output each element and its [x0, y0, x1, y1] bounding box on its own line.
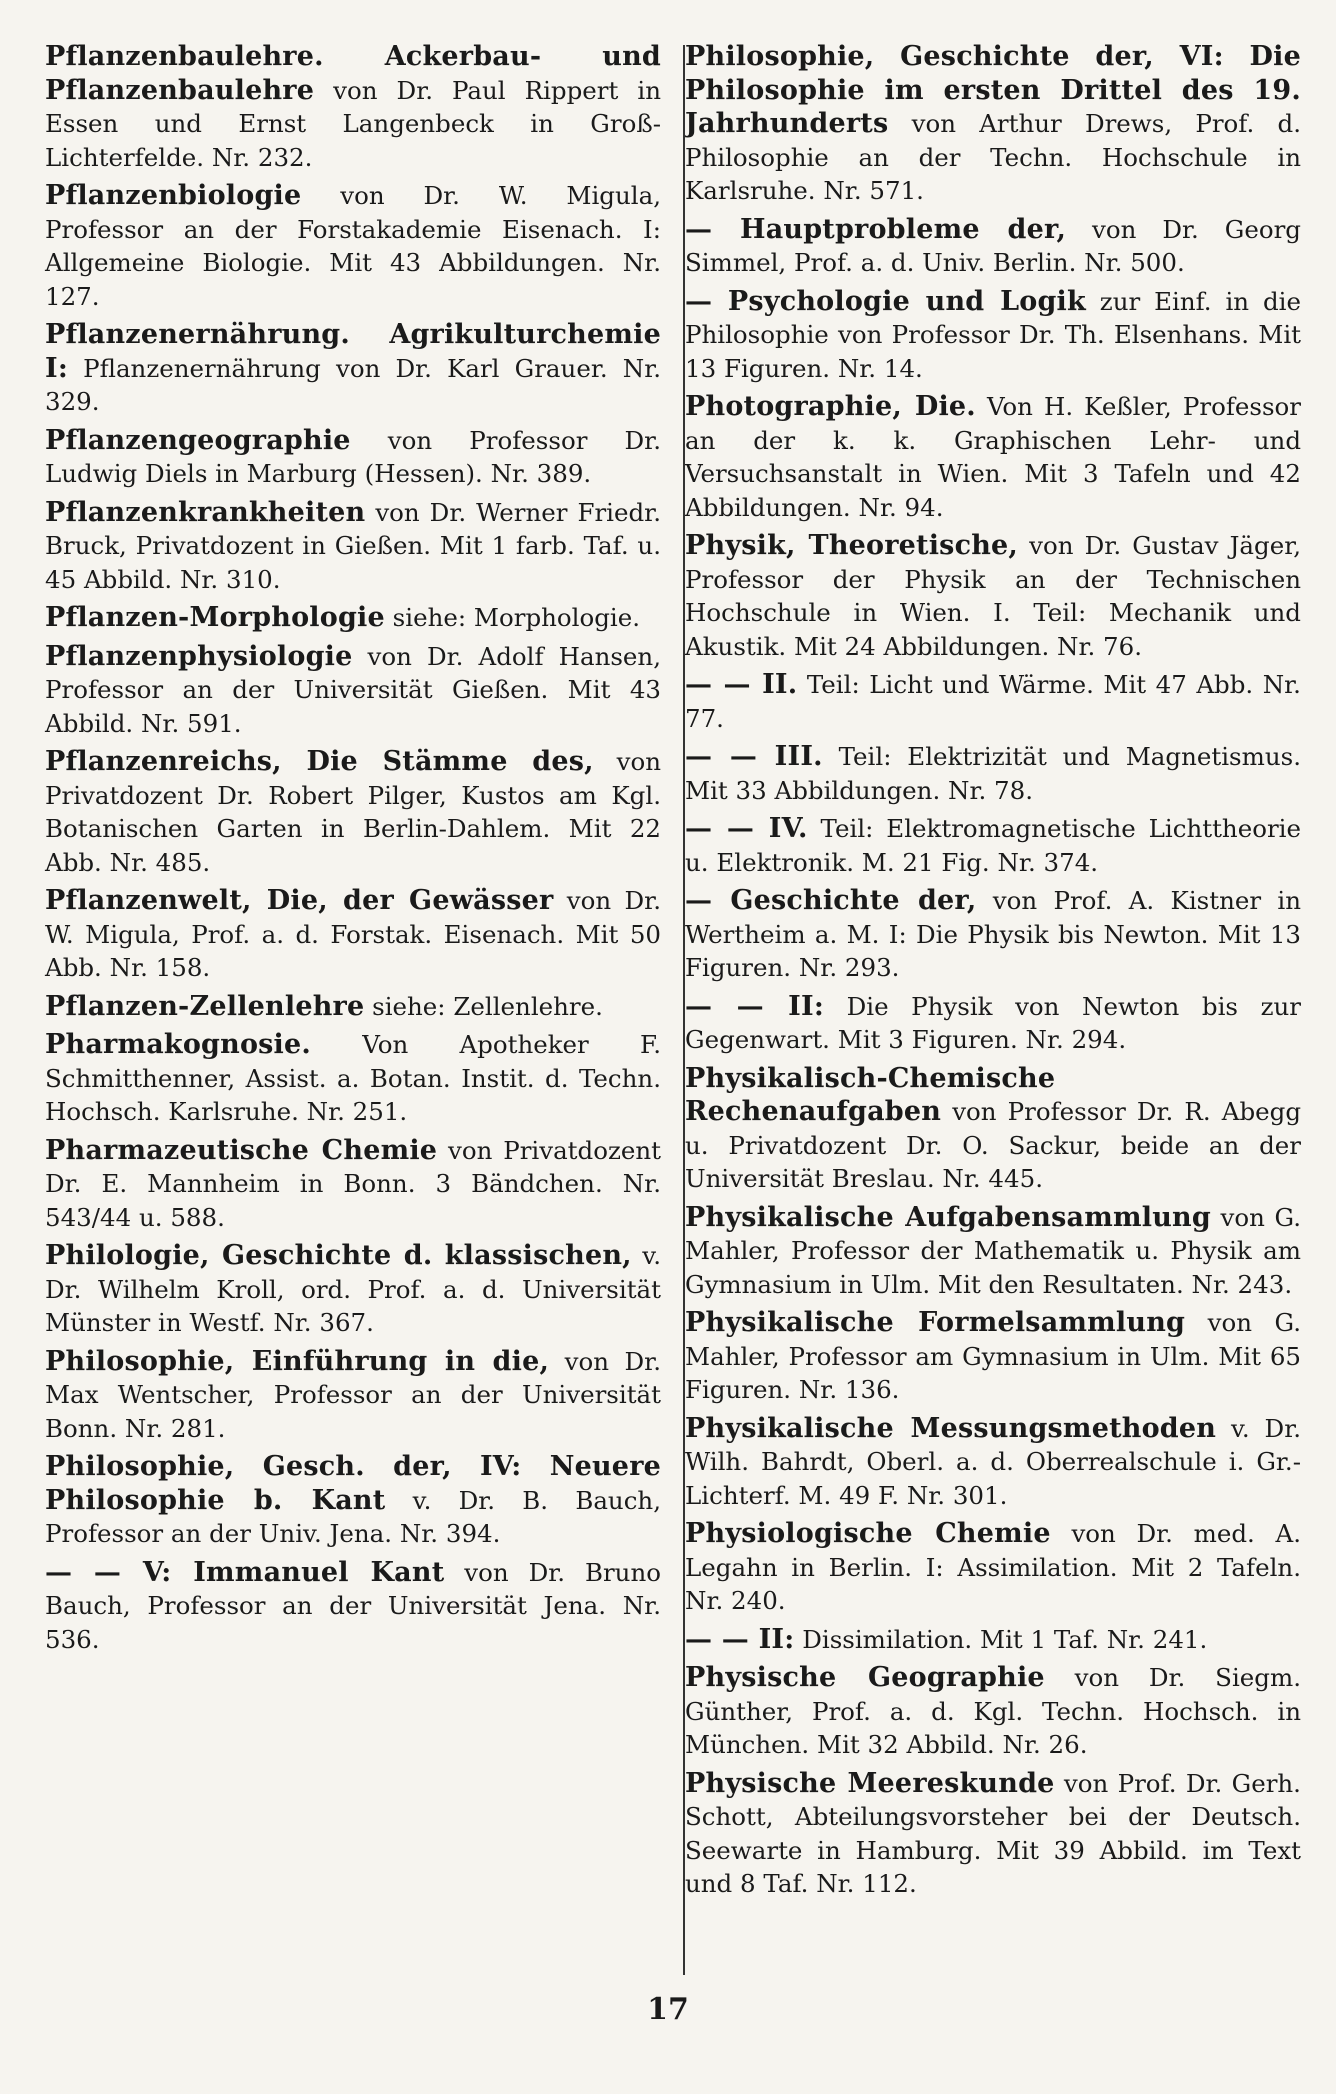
- catalog-entry: [45, 424, 661, 491]
- entry-text: von Dr. W. Migula, Prof. a. d. Forstak. Eisenach. Mit 50 Abb. Nr. 158.: [45, 886, 661, 982]
- catalog-entry: [685, 40, 1301, 208]
- entry-heading: — Geschichte der,: [685, 885, 977, 916]
- right-column: [685, 40, 1301, 1906]
- catalog-entry: [45, 1556, 661, 1657]
- entry-heading: Photographie, Die.: [685, 391, 976, 422]
- entry-text: von Dr. W. Migula, Professor an der Forstakademie Eisenach. I: Allgemeine Biologie. Mit 43 Abbildungen. Nr. 127.: [45, 181, 661, 311]
- entry-heading: — — II:: [685, 990, 825, 1022]
- catalog-entry: [685, 390, 1301, 524]
- entry-text: von Privatdozent Dr. E. Mannheim in Bonn. 3 Bändchen. Nr. 543/44 u. 588.: [45, 1135, 661, 1232]
- entry-heading: — — IV.: [685, 813, 808, 844]
- entry-heading: Philosophie, Einführung in die,: [45, 1345, 550, 1377]
- catalog-entry: [685, 529, 1301, 663]
- entry-text: von Arthur Drews, Prof. d. Philosophie an der Techn. Hochschule in Karlsruhe. Nr. 571.: [685, 109, 1301, 205]
- catalog-entry: [685, 1767, 1301, 1901]
- catalog-entry: [685, 285, 1301, 386]
- entry-heading: — — V: Immanuel Kant: [45, 1556, 445, 1588]
- entry-heading: Philosophie, Gesch. der, IV: Neuere Philosophie b. Kant: [45, 1451, 661, 1516]
- entry-text: Teil: Licht und Wärme. Mit 47 Abb. Nr. 77.: [685, 670, 1301, 733]
- entry-heading: — Hauptprobleme der,: [685, 213, 1067, 245]
- entry-text: Teil: Elektromagnetische Lichttheorie u. Elektronik. M. 21 Fig. Nr. 374.: [685, 814, 1301, 877]
- entry-heading: Philologie, Geschichte d. klassischen,: [45, 1240, 632, 1271]
- catalog-entry: [685, 1201, 1301, 1302]
- entry-text: von Dr. Max Wentscher, Professor an der Universität Bonn. Nr. 281.: [45, 1346, 661, 1443]
- entry-text: von Prof. A. Kistner in Wertheim a. M. I: Die Physik bis Newton. Mit 13 Figuren. Nr. 293.: [685, 886, 1301, 982]
- entry-text: v. Dr. B. Bauch, Professor an der Univ. Jena. Nr. 394.: [45, 1485, 661, 1548]
- column-divider: [683, 45, 685, 1975]
- catalog-entry: [45, 1345, 661, 1446]
- entry-heading: Pflanzen-Morphologie: [45, 602, 385, 633]
- entry-heading: Pharmazeutische Chemie: [45, 1134, 438, 1166]
- entry-heading: Pflanzen-Zellenlehre: [45, 990, 365, 1022]
- entry-heading: Pflanzenbiologie: [45, 180, 302, 211]
- catalog-entry: [685, 1062, 1301, 1196]
- entry-text: von Dr. Paul Rippert in Essen und Ernst Langenbeck in Groß-Lichterfelde. Nr. 232.: [45, 75, 661, 172]
- entry-text: von Dr. med. A. Legahn in Berlin. I: Assimilation. Mit 2 Tafeln. Nr. 240.: [685, 1519, 1302, 1615]
- entry-text: zur Einf. in die Philosophie von Professor Dr. Th. Elsenhans. Mit 13 Figuren. Nr. 14.: [685, 286, 1301, 383]
- catalog-entry: [45, 1134, 661, 1235]
- catalog-entry: [685, 990, 1301, 1057]
- entry-text: von Dr. Siegm. Günther, Prof. a. d. Kgl. Techn. Hochsch. in München. Mit 32 Abbild. Nr. 26.: [685, 1663, 1302, 1759]
- catalog-entry: [45, 1239, 661, 1340]
- entry-heading: Pflanzengeographie: [45, 424, 351, 456]
- entry-text: Die Physik von Newton bis zur Gegenwart. Mit 3 Figuren. Nr. 294.: [685, 991, 1301, 1054]
- entry-text: von Prof. Dr. Gerh. Schott, Abteilungsvorsteher bei der Deutsch. Seewarte in Hamburg. Mit 39 Abbild. im Text und 8 Taf. Nr. 112.: [685, 1768, 1301, 1898]
- entry-heading: Philosophie, Geschichte der, VI: Die Philosophie im ersten Drittel des 19. Jahrhunderts: [685, 41, 1301, 139]
- entry-heading: Pflanzenreichs, Die Stämme des,: [45, 746, 594, 777]
- entry-heading: Physik, Theoretische,: [685, 530, 1019, 561]
- entry-heading: Physikalische Aufgabensammlung: [685, 1201, 1211, 1233]
- entry-heading: Pflanzenphysiologie: [45, 640, 353, 672]
- entry-heading: — — III.: [685, 741, 823, 772]
- catalog-entry: [45, 884, 661, 985]
- entry-heading: Pflanzenwelt, Die, der Gewässer: [45, 885, 554, 916]
- entry-heading: Pflanzenkrankheiten: [45, 496, 366, 528]
- entry-heading: Pflanzenbaulehre. Ackerbau- und Pflanzenbaulehre: [45, 41, 661, 106]
- entry-text: v. Dr. Wilh. Bahrdt, Oberl. a. d. Oberrealschule i. Gr.-Lichterf. M. 49 F. Nr. 301.: [685, 1413, 1302, 1510]
- entry-text: von Professor Dr. R. Abegg u. Privatdozent Dr. O. Sackur, beide an der Universität Breslau. Nr. 445.: [685, 1097, 1301, 1193]
- entry-text: Pflanzenernährung von Dr. Karl Grauer. Nr. 329.: [45, 353, 661, 416]
- entry-heading: Physikalische Formelsammlung: [685, 1307, 1186, 1338]
- catalog-entry: [685, 812, 1301, 879]
- catalog-entry: [45, 1028, 661, 1129]
- catalog-entry: [45, 318, 661, 419]
- entry-text: Teil: Elektrizität und Magnetismus. Mit 33 Abbildungen. Nr. 78.: [685, 742, 1301, 805]
- entry-text: von Privatdozent Dr. Robert Pilger, Kustos am Kgl. Botanischen Garten in Berlin-Dahlem. Mit 22 Abb. Nr. 485.: [45, 747, 661, 877]
- catalog-entry: [45, 601, 661, 635]
- entry-text: Von H. Keßler, Professor an der k. k. Graphischen Lehr- und Versuchsanstalt in Wien. Mit 3 Tafeln und 42 Abbildungen. Nr. 94.: [685, 392, 1301, 522]
- entry-text: von Professor Dr. Ludwig Diels in Marburg (Hessen). Nr. 389.: [45, 425, 661, 488]
- entry-heading: Physikalische Messungsmethoden: [685, 1412, 1217, 1444]
- entry-text: von Dr. Georg Simmel, Prof. a. d. Univ. Berlin. Nr. 500.: [685, 214, 1301, 277]
- entry-heading: — Psychologie und Logik: [685, 285, 1086, 317]
- entry-heading: — — II:: [685, 1623, 795, 1655]
- page-number: 17: [647, 1992, 689, 2027]
- entry-heading: — — II.: [685, 669, 798, 700]
- entry-heading: Pharmakognosie.: [45, 1029, 311, 1060]
- left-column: [45, 40, 661, 1906]
- entry-text: von G. Mahler, Professor am Gymnasium in Ulm. Mit 65 Figuren. Nr. 136.: [685, 1308, 1301, 1404]
- catalog-entry: [45, 40, 661, 174]
- catalog-entry: [685, 668, 1301, 735]
- entry-text: siehe: Morphologie.: [384, 603, 641, 632]
- entry-text: von Dr. Bruno Bauch, Professor an der Universität Jena. Nr. 536.: [45, 1557, 661, 1654]
- entry-text: v. Dr. Wilhelm Kroll, ord. Prof. a. d. Universität Münster in Westf. Nr. 367.: [45, 1241, 661, 1337]
- entry-text: von Dr. Adolf Hansen, Professor an der Universität Gießen. Mit 43 Abbild. Nr. 591.: [45, 641, 661, 738]
- entry-text: siehe: Zellenlehre.: [364, 991, 603, 1021]
- catalog-entry: [685, 1517, 1301, 1618]
- entry-heading: Pflanzenernährung. Agrikulturchemie I:: [45, 319, 661, 384]
- entry-text: Von Apotheker F. Schmitthenner, Assist. a. Botan. Instit. d. Techn. Hochsch. Karlsruhe. Nr. 251.: [45, 1030, 661, 1126]
- entry-text: Dissimilation. Mit 1 Taf. Nr. 241.: [794, 1624, 1208, 1654]
- catalog-entry: [685, 213, 1301, 280]
- catalog-entry: [685, 1306, 1301, 1407]
- catalog-entry: [45, 179, 661, 313]
- entry-text: von G. Mahler, Professor der Mathematik u. Physik am Gymnasium in Ulm. Mit den Resultaten. Nr. 243.: [685, 1202, 1301, 1299]
- catalog-entry: [685, 1623, 1301, 1657]
- catalog-entry: [685, 1412, 1301, 1513]
- entry-text: von Dr. Werner Friedr. Bruck, Privatdozent in Gießen. Mit 1 farb. Taf. u. 45 Abbild. Nr. 310.: [45, 497, 661, 594]
- entry-heading: Physische Geographie: [685, 1662, 1045, 1693]
- catalog-entry: [685, 884, 1301, 985]
- catalog-entry: [45, 990, 661, 1024]
- catalog-entry: [45, 640, 661, 741]
- catalog-entry: [685, 1661, 1301, 1762]
- catalog-entry: [45, 1450, 661, 1551]
- catalog-entry: [45, 745, 661, 879]
- two-column-layout: [45, 40, 1301, 1906]
- catalog-entry: [45, 496, 661, 597]
- entry-heading: Physikalisch-Chemische Rechenaufgaben: [685, 1062, 1056, 1127]
- entry-heading: Physiologische Chemie: [685, 1518, 1051, 1549]
- entry-heading: Physische Meereskunde: [685, 1767, 1055, 1799]
- entry-text: von Dr. Gustav Jäger, Professor der Physik an der Technischen Hochschule in Wien. I. Teil: Mechanik und Akustik. Mit 24 Abbildungen. Nr. 76.: [685, 531, 1302, 661]
- catalog-entry: [685, 740, 1301, 807]
